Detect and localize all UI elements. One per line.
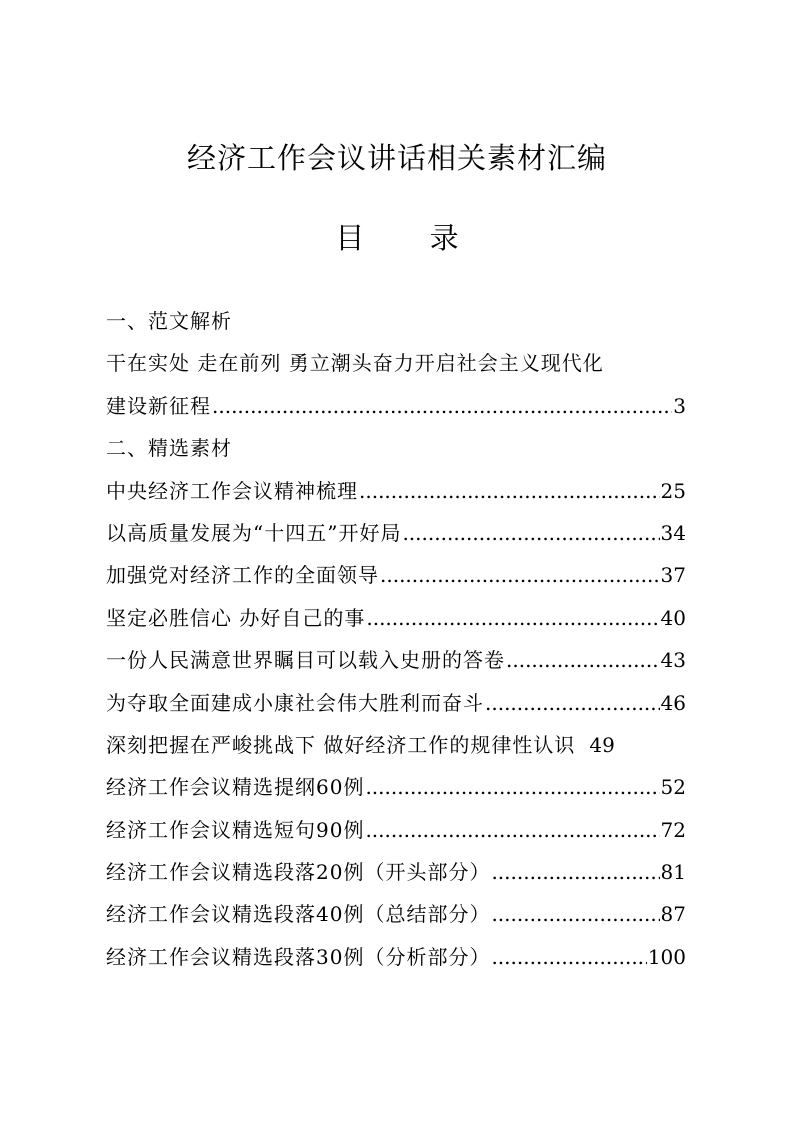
dot-leader xyxy=(506,639,660,681)
dot-leader xyxy=(380,554,660,596)
dot-leader xyxy=(366,597,659,639)
dot-leader xyxy=(402,512,659,554)
toc-entry-title: 建设新征程 xyxy=(106,393,211,418)
toc-entry-title: 坚定必胜信心 办好自己的事 xyxy=(106,605,366,630)
toc-entry-title: 经济工作会议精选段落20例（开头部分） xyxy=(106,860,491,885)
toc-entry-title: 以高质量发展为“十四五”开好局 xyxy=(106,520,402,545)
toc-entry-title: 一份人民满意世界瞩目可以载入史册的答卷 xyxy=(106,648,505,673)
section-heading: 二、精选素材 xyxy=(106,436,232,461)
toc-entry[interactable] xyxy=(106,597,686,639)
toc-entry-title: 为夺取全面建成小康社会伟大胜利而奋斗 xyxy=(106,690,484,715)
toc-entry[interactable] xyxy=(106,682,686,724)
toc-entry-page: 25 xyxy=(660,478,686,503)
dot-leader xyxy=(491,893,659,935)
toc-entry-page: 40 xyxy=(660,605,686,630)
toc-entry-page: 87 xyxy=(660,902,686,927)
toc-entry[interactable] xyxy=(106,766,686,808)
toc-entry[interactable] xyxy=(106,809,686,851)
dot-leader xyxy=(212,385,672,427)
toc-entry-page: 49 xyxy=(589,732,615,757)
toc-entry-page: 52 xyxy=(660,775,686,800)
toc-entry[interactable] xyxy=(106,470,686,512)
section-heading: 一、范文解析 xyxy=(106,309,232,333)
toc-entry-page: 72 xyxy=(660,817,686,842)
toc-entry[interactable] xyxy=(106,893,686,935)
toc-entry-line1[interactable]: 干在实处 走在前列 勇立潮头奋力开启社会主义现代化 xyxy=(106,351,604,376)
toc-entry-title: 经济工作会议精选提纲60例 xyxy=(106,775,365,800)
toc-entry-page: 3 xyxy=(673,393,686,418)
toc-entry[interactable] xyxy=(106,512,686,554)
toc-entry-title: 经济工作会议精选段落30例（分析部分） xyxy=(106,944,491,969)
toc-entry-page: 100 xyxy=(647,944,686,969)
dot-leader xyxy=(359,470,660,512)
toc-entry-page: 37 xyxy=(660,563,686,588)
document-title: 经济工作会议讲话相关素材汇编 xyxy=(186,141,607,175)
dot-leader xyxy=(491,851,659,893)
toc-entry[interactable] xyxy=(106,639,686,681)
toc-entry[interactable] xyxy=(106,851,686,893)
toc-entry-page: 46 xyxy=(660,690,686,715)
dot-leader xyxy=(491,936,646,978)
toc-entry[interactable] xyxy=(106,936,686,978)
toc-entry-title: 深刻把握在严峻挑战下 做好经济工作的规律性认识 xyxy=(106,732,576,757)
dot-leader xyxy=(365,766,659,808)
toc-entry[interactable] xyxy=(106,724,686,766)
toc-entry[interactable] xyxy=(106,385,686,427)
toc-entry[interactable] xyxy=(106,554,686,596)
toc-heading: 目 录 xyxy=(335,221,487,255)
toc-entry-page: 81 xyxy=(660,860,686,885)
toc-entry-title: 经济工作会议精选段落40例（总结部分） xyxy=(106,902,491,927)
dot-leader xyxy=(485,682,660,724)
toc-entry-title: 经济工作会议精选短句90例 xyxy=(106,817,365,842)
dot-leader xyxy=(365,809,659,851)
table-of-contents xyxy=(106,300,686,978)
toc-entry-page: 34 xyxy=(660,520,686,545)
toc-entry-page: 43 xyxy=(660,648,686,673)
toc-entry-title: 中央经济工作会议精神梳理 xyxy=(106,478,358,503)
toc-entry-title: 加强党对经济工作的全面领导 xyxy=(106,563,379,588)
